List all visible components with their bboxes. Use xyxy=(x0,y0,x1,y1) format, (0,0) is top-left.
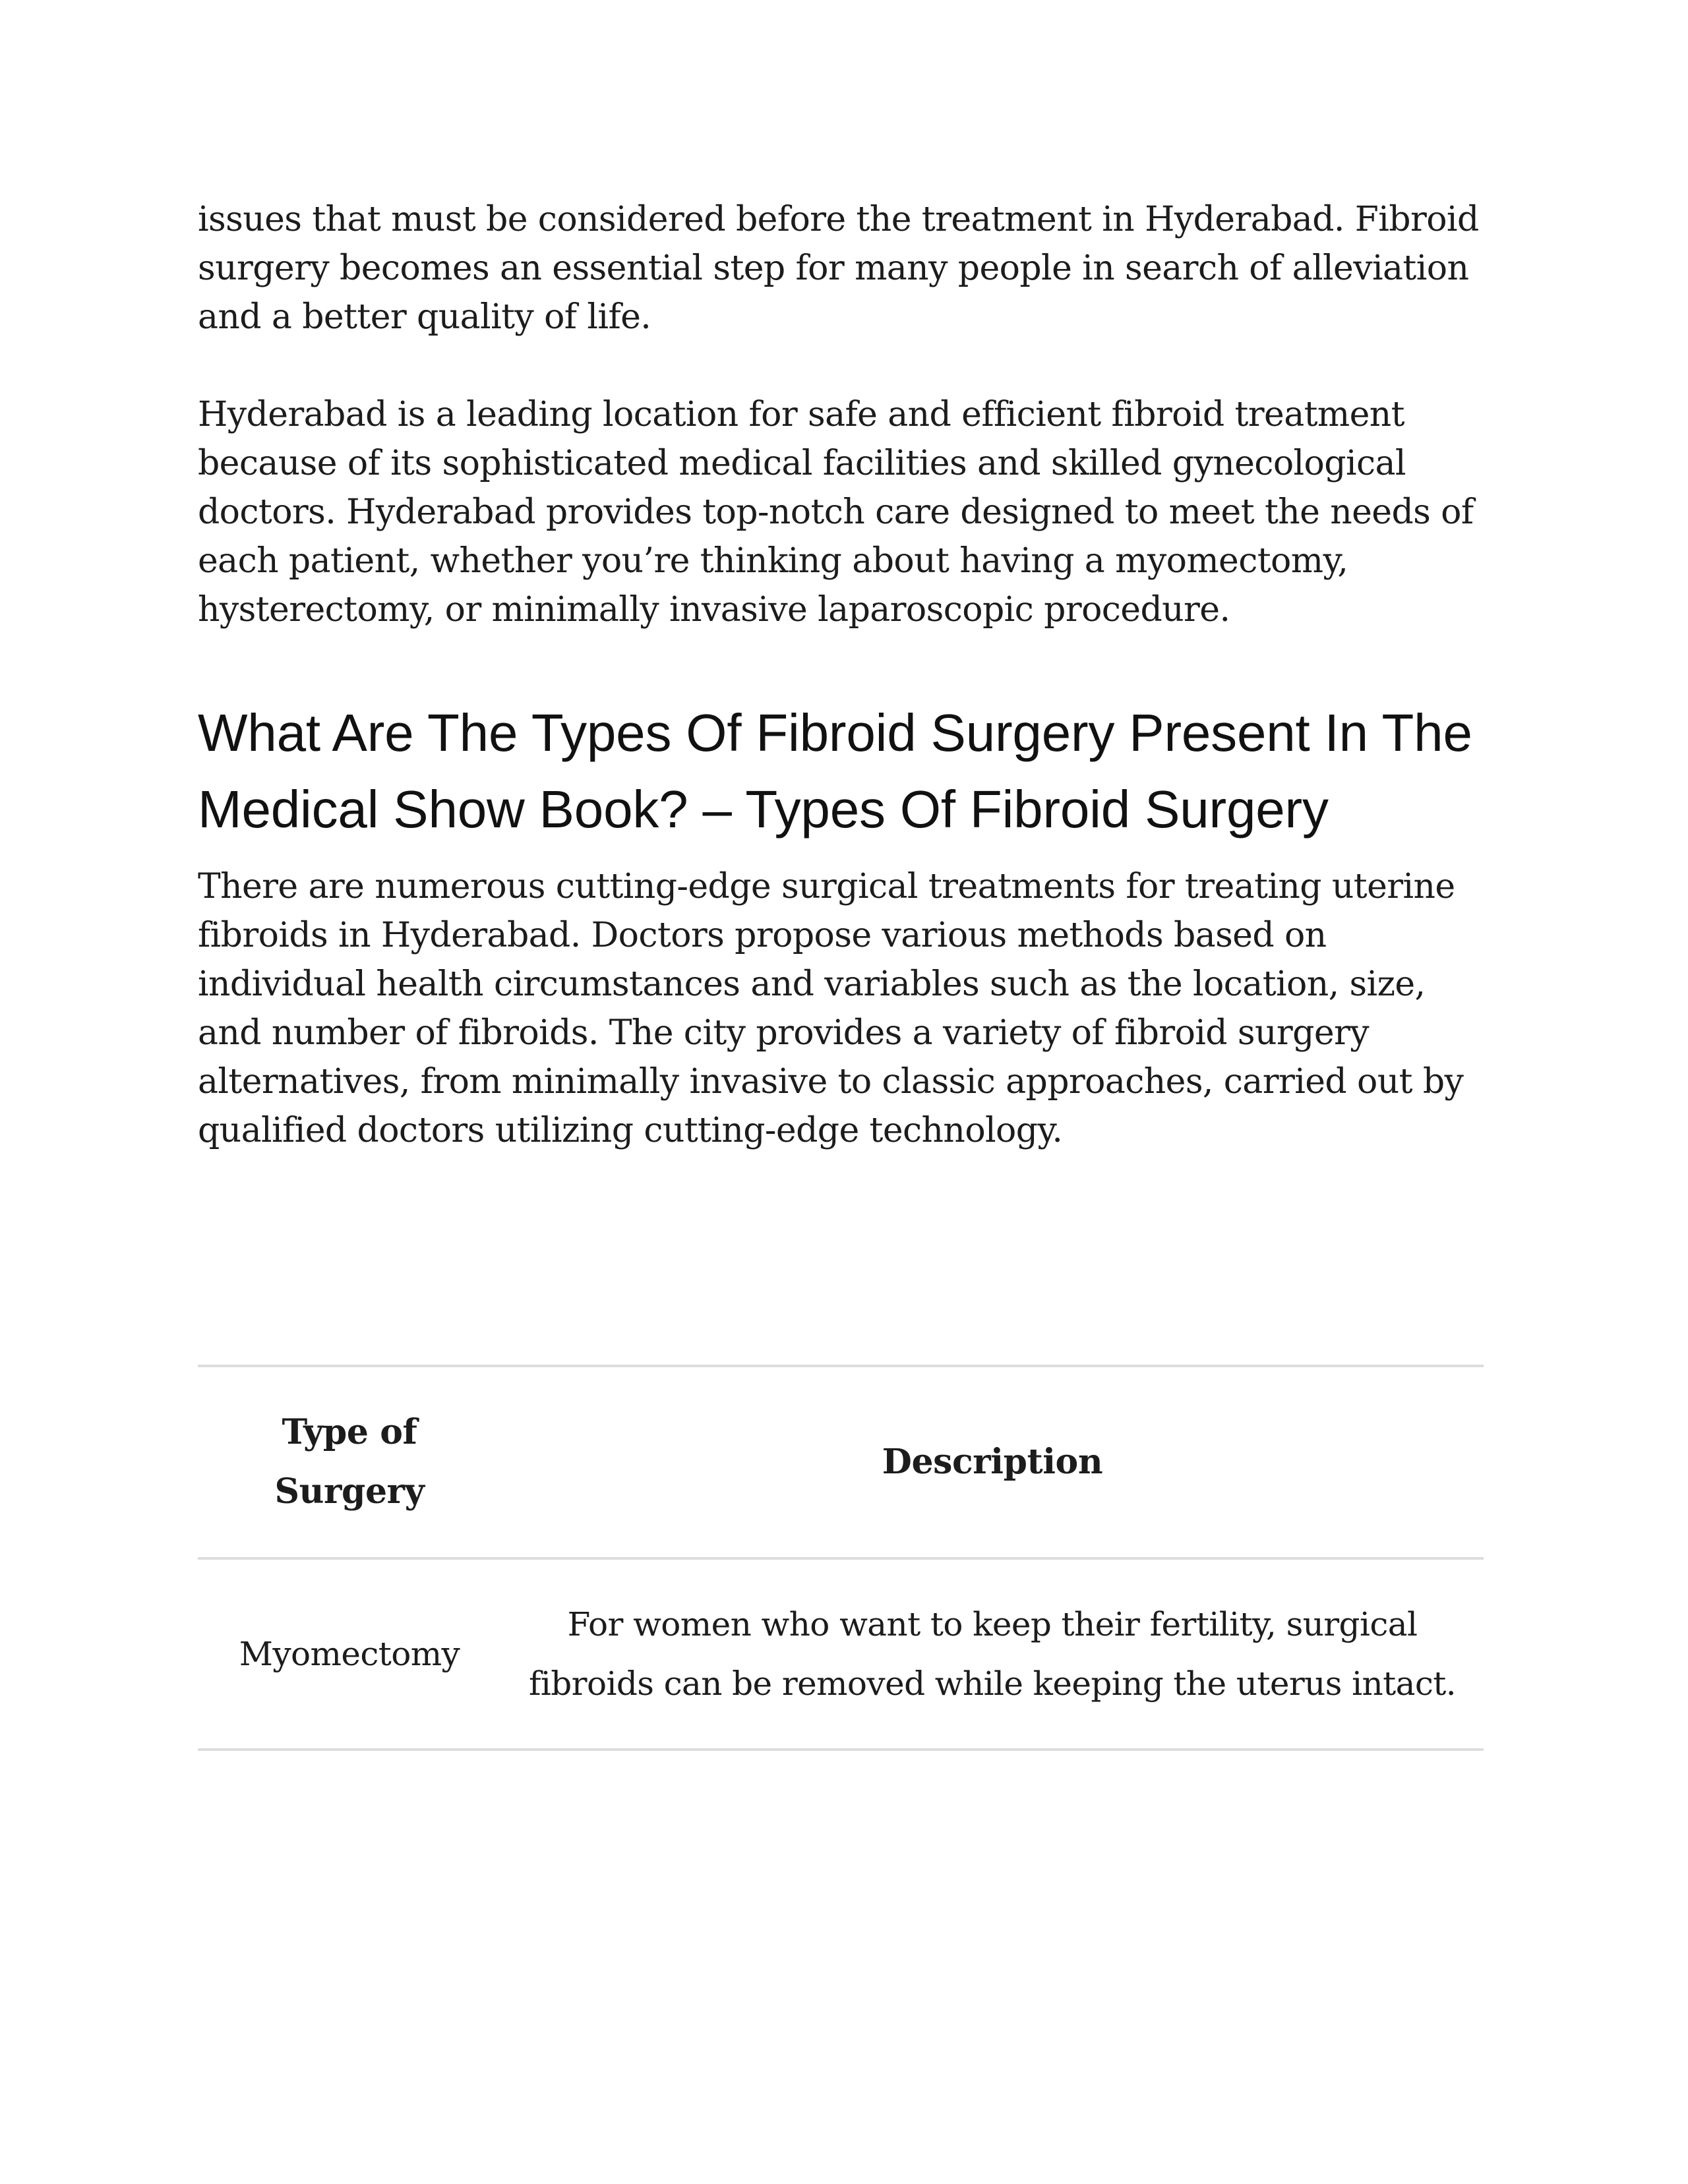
intro-paragraph: issues that must be considered before the treatment in Hyderabad. Fibroid surgery becomes an essential step for many people in search of alleviation and a better quality of life. xyxy=(198,200,1479,337)
location-paragraph: Hyderabad is a leading location for safe and efficient fibroid treatment because of its sophisticated medical facilities and skilled gynecological doctors. Hyderabad provides top-notch care designed to meet the needs of each patient, whether you’re thinking about having a myomectomy, hysterectomy, or minimally invasive laparoscopic procedure. xyxy=(198,395,1474,630)
cell-surgery-description: For women who want to keep their fertility, surgical fibroids can be removed while keeping the uterus intact. xyxy=(528,1605,1457,1703)
section-heading: What Are The Types Of Fibroid Surgery Present In The Medical Show Book? – Types Of Fibroid Surgery xyxy=(198,703,1472,839)
surgery-types-table xyxy=(198,1365,1484,1751)
header-type-label: Type of Surgery xyxy=(274,1412,425,1512)
article-body xyxy=(198,195,1484,1155)
cell-surgery-type: Myomectomy xyxy=(239,1635,460,1673)
header-type-of-surgery xyxy=(198,1366,501,1558)
table-row xyxy=(198,1558,1484,1750)
types-intro-paragraph: There are numerous cutting-edge surgical treatments for treating uterine fibroids in Hyderabad. Doctors propose various methods based on individual health circumstances and variables such as the location, size, and number of fibroids. The city provides a variety of fibroid surgery alternatives, from minimally invasive to classic approaches, carried out by qualified doctors utilizing cutting-edge technology. xyxy=(198,867,1464,1150)
table-header-row xyxy=(198,1366,1484,1558)
surgery-types-table-wrapper xyxy=(198,1365,1484,1751)
header-description: Description xyxy=(882,1442,1103,1482)
